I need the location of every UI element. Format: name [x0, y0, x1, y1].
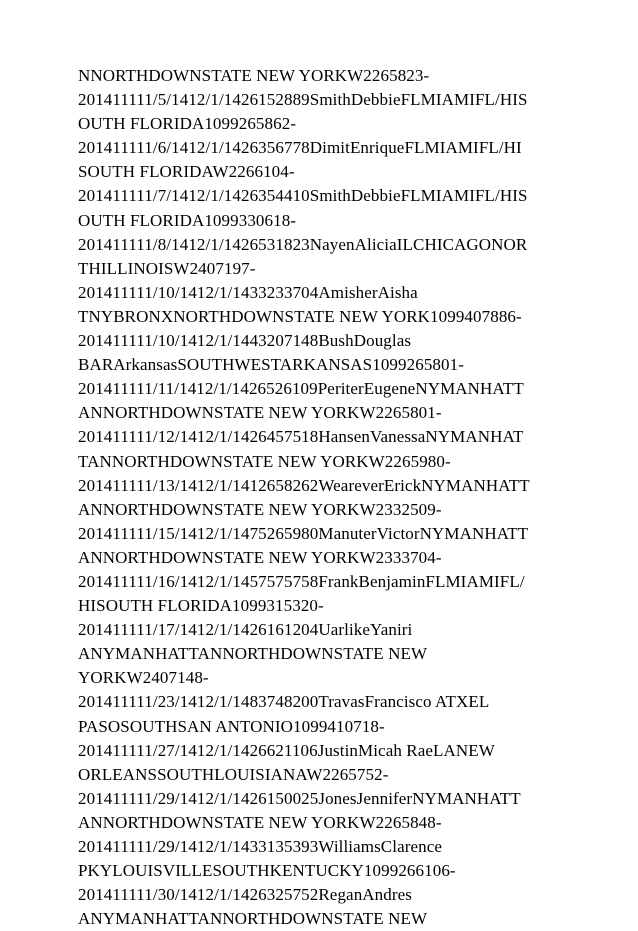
text-line: 201411111/27/1412/1/1426621106JustinMicah RaeLANEW	[78, 740, 495, 760]
text-line: 201411111/7/1412/1/1426354410SmithDebbieFLMIAMIFL/HIS	[78, 186, 528, 206]
text-line: 201411111/29/1412/1/1433135393WilliamsClarence	[78, 837, 443, 856]
text-line: 201411111/29/1412/1/1426150025JonesJenniferNYMANHATT	[78, 788, 521, 808]
text-line: 201411111/6/1412/1/1426356778DimitEnriqueFLMIAMIFL/HI	[78, 138, 522, 158]
text-line: OUTH FLORIDA1099330618-	[78, 210, 297, 230]
text-line: ANNORTHDOWNSTATE NEW YORKW2265801-	[78, 403, 442, 423]
text-line: HISOUTH FLORIDA1099315320-	[78, 596, 324, 616]
text-line: SOUTH FLORIDAW2266104-	[78, 162, 295, 182]
text-line: ANYMANHATTANNORTHDOWNSTATE NEW	[78, 644, 428, 664]
document-body	[78, 64, 578, 931]
text-line: TANNORTHDOWNSTATE NEW YORKW2265980-	[78, 451, 451, 471]
text-line: 201411111/16/1412/1/1457575758FrankBenjaminFLMIAMIFL/	[78, 571, 525, 591]
text-line: 201411111/5/1412/1/1426152889SmithDebbieFLMIAMIFL/HIS	[78, 90, 528, 110]
text-line: 201411111/12/1412/1/1426457518HansenVanessaNYMANHAT	[78, 427, 524, 447]
text-line: 201411111/23/1412/1/1483748200TravasFrancisco ATXEL	[78, 692, 490, 712]
text-line: ANNORTHDOWNSTATE NEW YORKW2333704-	[78, 547, 442, 567]
text-line: PASOSOUTHSAN ANTONIO1099410718-	[78, 716, 385, 736]
text-line: PKYLOUISVILLESOUTHKENTUCKY1099266106-	[78, 861, 456, 881]
text-line: BARArkansasSOUTHWESTARKANSAS1099265801-	[78, 355, 464, 375]
text-line: 201411111/10/1412/1/1433233704AmisherAisha	[78, 282, 418, 302]
text-line: YORKW2407148-	[78, 668, 209, 688]
text-line: ORLEANSSOUTHLOUISIANAW2265752-	[78, 764, 389, 784]
text-line: 201411111/13/1412/1/1412658262WeareverErickNYMANHATT	[78, 475, 530, 495]
text-line: ANYMANHATTANNORTHDOWNSTATE NEW	[78, 909, 428, 929]
text-line: TNYBRONXNORTHDOWNSTATE NEW YORK1099407886-	[78, 306, 522, 326]
text-line: 201411111/17/1412/1/1426161204UarlikeYaniri	[78, 620, 413, 640]
text-line: THILLINOISW2407197-	[78, 258, 256, 278]
text-line: OUTH FLORIDA1099265862-	[78, 114, 297, 134]
text-line: 201411111/10/1412/1/1443207148BushDouglas	[78, 331, 412, 351]
text-line: 201411111/15/1412/1/1475265980ManuterVictorNYMANHATT	[78, 523, 529, 543]
text-line: 201411111/8/1412/1/1426531823NayenAliciaILCHICAGONOR	[78, 234, 528, 254]
text-line: ANNORTHDOWNSTATE NEW YORKW2265848-	[78, 812, 442, 832]
text-line: ANNORTHDOWNSTATE NEW YORKW2332509-	[78, 499, 442, 519]
text-line: NNORTHDOWNSTATE NEW YORKW2265823-	[78, 66, 430, 85]
text-line: 201411111/11/1412/1/1426526109PeriterEugeneNYMANHATT	[78, 379, 524, 399]
text-line: 201411111/30/1412/1/1426325752ReganAndres	[78, 885, 412, 905]
